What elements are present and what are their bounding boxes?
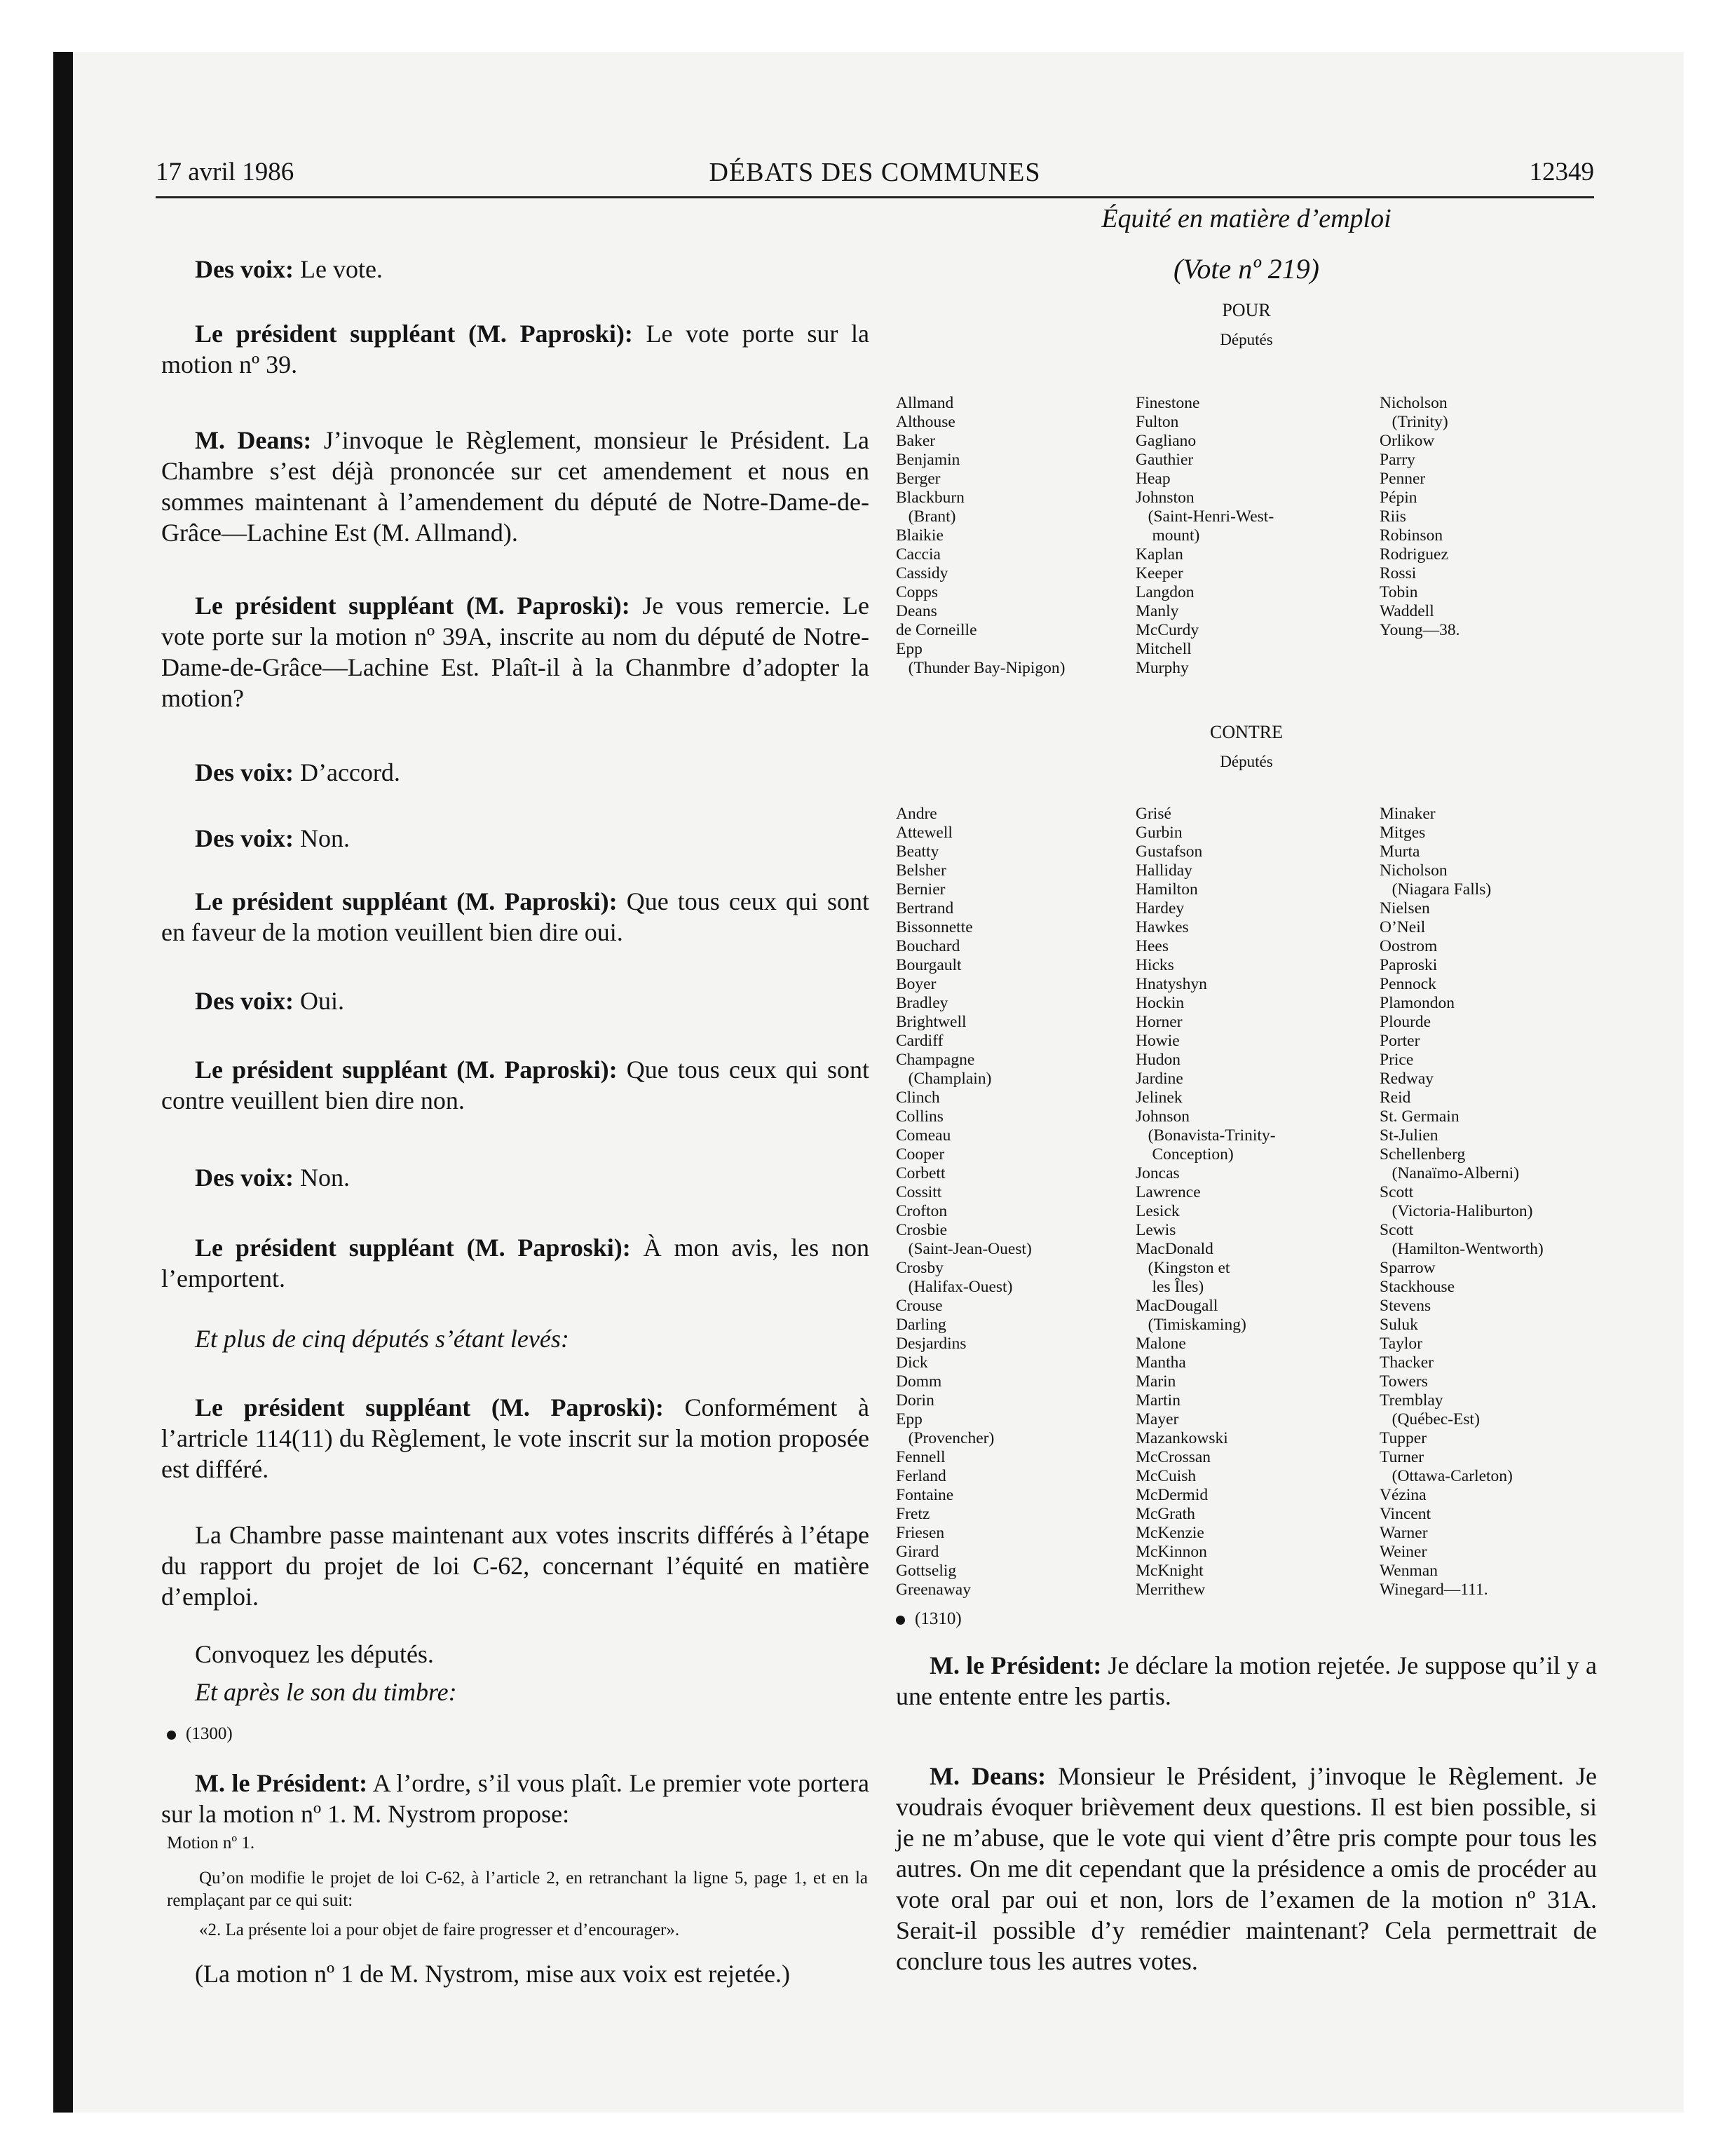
paragraph (161, 1639, 869, 1670)
paragraph (161, 254, 869, 285)
scan-border-top (53, 0, 1735, 52)
time-marker (167, 1724, 233, 1744)
speaker: Le président suppléant (M. Paproski): (195, 887, 618, 915)
vote-title: (Vote nº 219) (1173, 253, 1319, 285)
paragraph-text: Je déclare la motion rejetée. Je suppose qu’il y a une entente entre les partis. (896, 1651, 1597, 1710)
pour-label: POUR (1222, 300, 1271, 320)
motion-text: Qu’on modifie le projet de loi C-62, à l’article 2, en retranchant la ligne 5, page 1, et en la remplaçant par ce qui suit: (167, 1869, 868, 1910)
pour-names-col1: Allmand Althouse Baker Benjamin Berger Blackburn (Brant) Blaikie Caccia Cassidy Copps Deans de Corneille Epp (Thunder Bay-Nipigon) (896, 394, 1066, 677)
paragraph (161, 757, 869, 788)
speaker: Des voix: (195, 255, 294, 283)
paragraph-text: La Chambre passe maintenant aux votes inscrits différés à l’étape du rapport du projet de loi C-62, concernant l’équité en matière d’emploi. (161, 1521, 869, 1611)
paragraph-text: A l’ordre, s’il vous plaît. Le premier vote portera sur la motion nº 1. M. Nystrom propose: (161, 1769, 869, 1828)
time-text: (1310) (915, 1609, 962, 1628)
time-text: (1300) (186, 1724, 233, 1743)
speaker: M. le Président: (930, 1651, 1102, 1679)
scan-border-left (0, 0, 53, 2156)
motion-label: Motion nº 1. (167, 1834, 255, 1853)
page-header (156, 157, 1594, 198)
paragraph-text: Que tous ceux qui sont contre veuillent bien dire non. (161, 1056, 869, 1114)
paragraph-text: D’accord. (293, 758, 400, 786)
speaker: Le président suppléant (M. Paproski): (195, 1056, 618, 1084)
paragraph-text: Oui. (293, 987, 344, 1015)
paragraph-text: Non. (293, 824, 350, 852)
header-date: 17 avril 1986 (156, 158, 294, 186)
paragraph (161, 318, 869, 380)
speaker: M. Deans: (930, 1762, 1047, 1790)
paragraph-text: Je vous remercie. Le vote porte sur la motion nº 39A, inscrite au nom du député de Notre-Dame-de-Grâce—Lachine Est. Plaît-il à la Chanmbre d’adopter la motion? (161, 592, 869, 712)
contre-names-col1: Andre Attewell Beatty Belsher Bernier Bertrand Bissonnette Bouchard Bourgault Boyer Bradley Brightwell Cardiff Champagne (Champlain) Clinch Collins Comeau Cooper Corbett Cossitt Crofton Crosbie (Saint-Jean-Ouest) Crosby (Halifax-Ouest) Crouse Darling Desjardins Dick Domm Dorin Epp (Provencher) Fennell Ferland Fontaine Fretz Friesen Girard Gottselig Greenaway (896, 805, 1032, 1599)
paragraph-text: À mon avis, les non l’emportent. (161, 1234, 870, 1292)
deputes-label: Députés (1220, 753, 1273, 770)
paragraph (161, 985, 869, 1016)
paragraph (161, 1054, 869, 1116)
paragraph-text: Que tous ceux qui sont en faveur de la motion veuillent bien dire oui. (161, 887, 869, 946)
paragraph-text: Monsieur le Président, j’invoque le Règlement. Je voudrais évoquer brièvement deux questions. Il est bien possible, si je ne m’abuse, que le vote qui vient d’être pris compte pour tous les autres. On me dit cependant que la présidence a omis de procéder au vote oral par oui et non, lors de l’examen de la motion nº 31A. Serait-il possible d’y remédier maintenant? Cela permettrait de conclure tous les autres votes. (896, 1762, 1597, 1975)
page-number: 12349 (1529, 158, 1594, 186)
scan-border-bottom (53, 2113, 1735, 2156)
section-title: Équité en matière d’emploi (1101, 204, 1392, 233)
bullet-icon (167, 1731, 176, 1740)
speaker: Des voix: (195, 987, 294, 1015)
paragraph-text: Et après le son du timbre: (195, 1678, 457, 1706)
paragraph (161, 1768, 869, 1829)
speaker: M. Deans: (195, 426, 312, 454)
paragraph (161, 886, 869, 948)
paragraph-text: J’invoque le Règlement, monsieur le Président. La Chambre s’est déjà prononcée sur cet amendement et nous en sommes maintenant à l’amendement du député de Notre-Dame-de-Grâce—Lachine Est (M. Allmand). (161, 426, 869, 547)
paragraph (161, 1232, 869, 1294)
header-title: DÉBATS DES COMMUNES (709, 158, 1041, 187)
paragraph-text: Le vote porte sur la motion nº 39. (161, 320, 869, 378)
contre-names-col3: Minaker Mitges Murta Nicholson (Niagara Falls) Nielsen O’Neil Oostrom Paproski Pennock Plamondon Plourde Porter Price Redway Reid St. Germain St-Julien Schellenberg (Nanaïmo-Alberni) Scott (Victoria-Haliburton) Scott (Hamilton-Wentworth) Sparrow Stackhouse Stevens Suluk Taylor Thacker Towers Tremblay (Québec-Est) Tupper Turner (Ottawa-Carleton) Vézina Vincent Warner Weiner Wenman Winegard—111. (1380, 805, 1544, 1599)
paragraph (161, 1323, 869, 1354)
speaker: Des voix: (195, 824, 294, 852)
speaker: Le président suppléant (M. Paproski): (195, 1393, 664, 1421)
paragraph (161, 590, 869, 714)
paragraph-text: Conformément à l’artricle 114(11) du Règlement, le vote inscrit sur la motion proposée est différé. (161, 1393, 870, 1483)
time-marker (896, 1609, 962, 1629)
deputes-label: Députés (1220, 331, 1273, 348)
paragraph-text: (La motion nº 1 de M. Nystrom, mise aux voix est rejetée.) (195, 1960, 790, 1988)
paragraph (161, 823, 869, 854)
paragraph (896, 1761, 1597, 1977)
paragraph (161, 1677, 869, 1707)
contre-label: CONTRE (1210, 722, 1283, 742)
scan-binding-bar (53, 52, 73, 2113)
motion-quote: «2. La présente loi a pour objet de faire progresser et d’encourager». (199, 1920, 680, 1939)
paragraph (161, 1392, 869, 1485)
paragraph (161, 1162, 869, 1193)
paragraph-text: Convoquez les députés. (195, 1640, 434, 1668)
speaker: Le président suppléant (M. Paproski): (195, 1234, 631, 1262)
speaker: M. le Président: (195, 1769, 368, 1797)
speaker: Des voix: (195, 1164, 294, 1192)
paragraph (896, 1650, 1597, 1712)
paragraph (161, 1958, 869, 1989)
bullet-icon (896, 1616, 905, 1625)
paragraph (161, 1520, 869, 1612)
pour-names-col2: Finestone Fulton Gagliano Gauthier Heap Johnston (Saint-Henri-West- mount) Kaplan Keeper Langdon Manly McCurdy Mitchell Murphy (1136, 394, 1274, 677)
speaker: Le président suppléant (M. Paproski): (195, 592, 630, 620)
paragraph-text: Et plus de cinq députés s’étant levés: (195, 1325, 569, 1353)
pour-names-col3: Nicholson (Trinity) Orlikow Parry Penner Pépin Riis Robinson Rodriguez Rossi Tobin Waddell Young—38. (1380, 394, 1460, 639)
contre-names-col2: Grisé Gurbin Gustafson Halliday Hamilton Hardey Hawkes Hees Hicks Hnatyshyn Hockin Horner Howie Hudon Jardine Jelinek Johnson (Bonavista-Trinity- Conception) Joncas Lawrence Lesick Lewis MacDonald (Kingston et les Îles) MacDougall (Timiskaming) Malone Mantha Marin Martin Mayer Mazankowski McCrossan McCuish McDermid McGrath McKenzie McKinnon McKnight Merrithew (1136, 805, 1276, 1599)
speaker: Le président suppléant (M. Paproski): (195, 320, 633, 348)
speaker: Des voix: (195, 758, 294, 786)
paragraph (161, 425, 869, 548)
scan-border-right (1684, 0, 1735, 2156)
paragraph-text: Le vote. (293, 255, 383, 283)
paragraph-text: Non. (293, 1164, 350, 1192)
